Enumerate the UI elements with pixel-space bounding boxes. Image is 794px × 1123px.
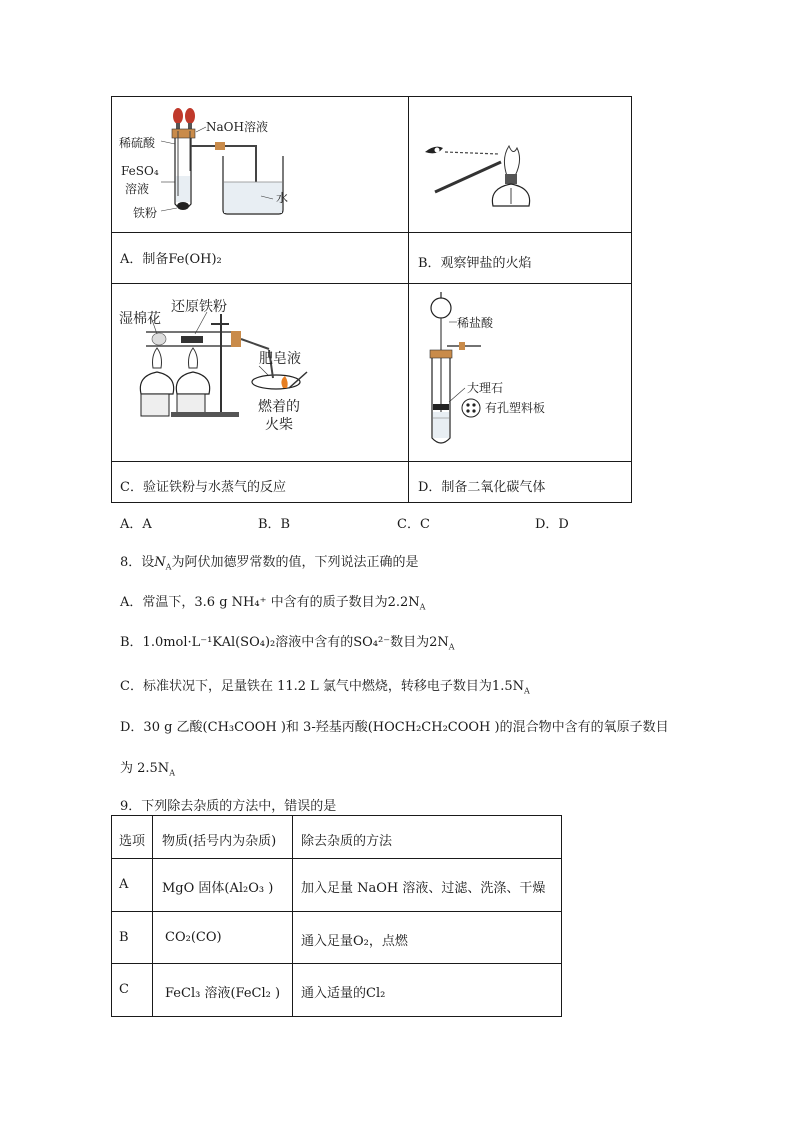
label-reduced-iron-powder: 还原铁粉 bbox=[171, 299, 227, 315]
apparatus-d-figure bbox=[409, 284, 631, 461]
q8-option-d-cont bbox=[120, 757, 175, 778]
table-row-b-substance: CO₂(CO) bbox=[165, 930, 222, 945]
label-iron-powder: 铁粉 bbox=[133, 206, 158, 220]
q7-option-c[interactable]: C．C bbox=[397, 517, 430, 532]
caption-a: A．制备Fe(OH)₂ bbox=[120, 252, 222, 267]
label-burning: 燃着的 bbox=[258, 399, 300, 415]
q8-na-symbol: N bbox=[154, 555, 166, 570]
label-dilute-hcl: 稀盐酸 bbox=[457, 316, 494, 330]
q8-stem-suffix: 为阿伏加德罗常数的值，下列说法正确的是 bbox=[171, 555, 419, 570]
q8-option-a[interactable] bbox=[120, 591, 425, 612]
table-row-c-option: C bbox=[119, 982, 129, 997]
q7-option-d[interactable]: D．D bbox=[535, 517, 569, 532]
experiment-grid bbox=[111, 96, 632, 503]
caption-c: C．验证铁粉与水蒸气的反应 bbox=[120, 480, 286, 495]
q8-na-sub: A bbox=[165, 562, 172, 572]
label-soap-solution: 肥皂液 bbox=[259, 351, 301, 367]
q7-option-a[interactable]: A．A bbox=[120, 517, 152, 532]
q8-option-c-text: C．标准状况下，足量铁在 11.2 L 氯气中燃烧，转移电子数目为1.5N bbox=[120, 679, 524, 694]
q8-option-b-sub: A bbox=[448, 642, 455, 652]
q8-option-a-text: A．常温下，3.6 g NH₄⁺ 中含有的质子数目为2.2N bbox=[120, 595, 420, 610]
q8-option-d-line1: D．30 g 乙酸(CH₃COOH )和 3-羟基丙酸(HOCH₂CH₂COOH )的混合物中含有的氧原子数目 bbox=[120, 720, 669, 735]
q8-option-d-line2: 为 2.5N bbox=[120, 761, 170, 776]
label-dilute-sulfuric-acid: 稀硫酸 bbox=[119, 136, 156, 150]
table-row-c-method: 通入适量的Cl₂ bbox=[301, 986, 386, 1001]
q7-option-b[interactable]: B．B bbox=[258, 517, 291, 532]
table-row-a-option: A bbox=[119, 877, 129, 892]
apparatus-b-figure bbox=[409, 96, 631, 232]
table-header-substance: 物质(括号内为杂质) bbox=[162, 834, 277, 849]
label-solution: 溶液 bbox=[125, 182, 150, 196]
table-header-option: 选项 bbox=[119, 834, 146, 849]
q8-option-b[interactable] bbox=[120, 631, 455, 652]
label-match: 火柴 bbox=[265, 417, 293, 433]
q8-option-c[interactable] bbox=[120, 675, 530, 696]
q8-option-d[interactable] bbox=[120, 716, 669, 735]
q9-stem: 9．下列除去杂质的方法中，错误的是 bbox=[120, 799, 337, 814]
table-row-b-option: B bbox=[119, 930, 129, 945]
table-row-a-substance: MgO 固体(Al₂O₃ ) bbox=[162, 881, 274, 896]
caption-d: D．制备二氧化碳气体 bbox=[418, 480, 546, 495]
q8-option-b-text: B．1.0mol·L⁻¹KAl(SO₄)₂溶液中含有的SO₄²⁻数目为2N bbox=[120, 635, 449, 650]
q9-table bbox=[111, 815, 562, 1017]
table-header-method: 除去杂质的方法 bbox=[301, 834, 393, 849]
q8-stem bbox=[120, 551, 418, 572]
q8-option-c-sub: A bbox=[523, 686, 530, 696]
table-row-b-method: 通入足量O₂，点燃 bbox=[301, 934, 408, 949]
label-wet-cotton: 湿棉花 bbox=[119, 311, 161, 327]
label-naoh-solution: NaOH溶液 bbox=[206, 120, 268, 134]
q8-option-a-sub: A bbox=[419, 602, 426, 612]
label-perforated-plate: 有孔塑料板 bbox=[485, 401, 546, 415]
q8-option-d-sub: A bbox=[169, 768, 175, 778]
q8-stem-prefix: 8．设 bbox=[120, 555, 155, 570]
label-water: 水 bbox=[276, 191, 289, 205]
label-marble: 大理石 bbox=[467, 381, 504, 395]
table-row-a-method: 加入足量 NaOH 溶液、过滤、洗涤、干燥 bbox=[301, 881, 546, 896]
caption-b: B．观察钾盐的火焰 bbox=[418, 256, 532, 271]
label-feso4: FeSO₄ bbox=[121, 164, 159, 178]
table-row-c-substance: FeCl₃ 溶液(FeCl₂ ) bbox=[165, 986, 281, 1001]
